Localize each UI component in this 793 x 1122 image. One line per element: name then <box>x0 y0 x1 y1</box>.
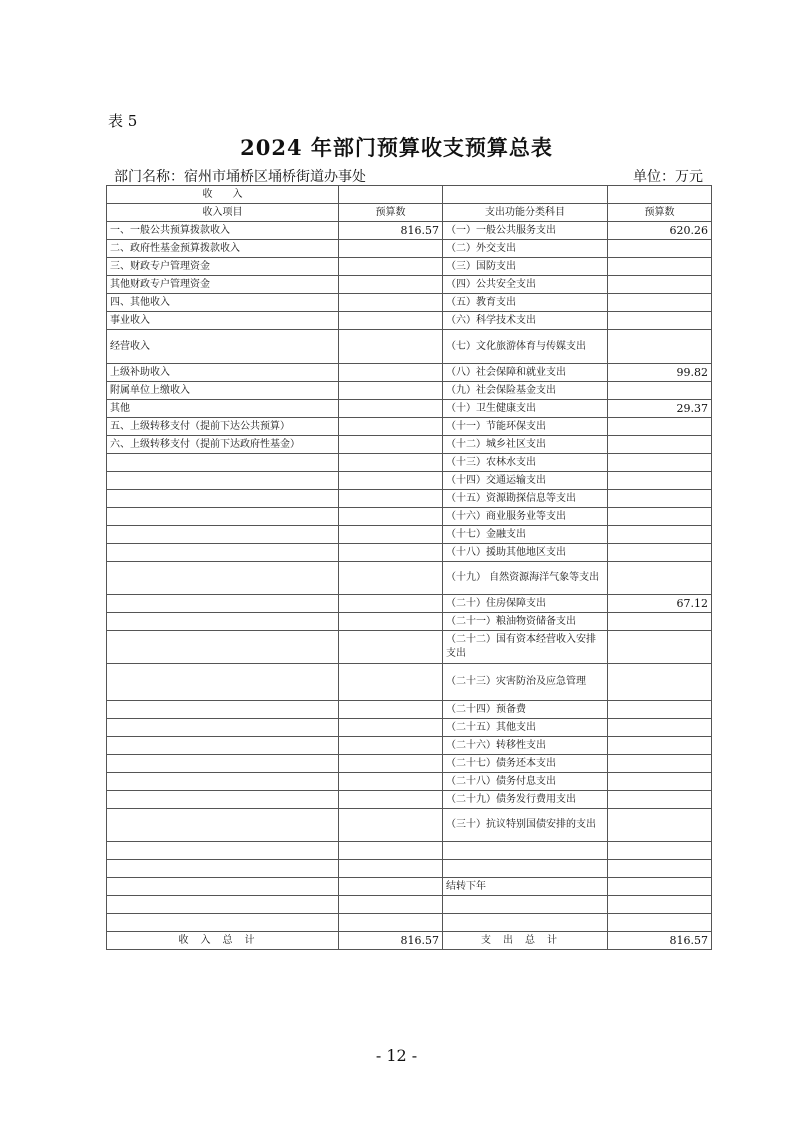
expense-amount-cell <box>608 436 712 454</box>
table-row <box>107 860 712 878</box>
expense-item-cell: （七）文化旅游体育与传媒支出 <box>443 330 608 364</box>
income-amount-cell <box>339 382 443 400</box>
expense-amount-cell <box>608 773 712 791</box>
header-blank <box>608 186 712 204</box>
expense-item-cell: （二十五）其他支出 <box>443 719 608 737</box>
header-row-group <box>107 186 712 204</box>
income-item-cell <box>107 526 339 544</box>
table-row <box>107 364 712 382</box>
table-row <box>107 737 712 755</box>
income-amount-cell <box>339 791 443 809</box>
expense-item-cell: 结转下年 <box>443 878 608 896</box>
income-amount-cell <box>339 454 443 472</box>
income-item-cell: 上级补助收入 <box>107 364 339 382</box>
expense-amount-cell <box>608 472 712 490</box>
expense-amount-cell <box>608 294 712 312</box>
expense-amount-cell <box>608 276 712 294</box>
income-amount-cell <box>339 809 443 842</box>
expense-item-cell: （九）社会保险基金支出 <box>443 382 608 400</box>
expense-amount-cell <box>608 240 712 258</box>
income-amount-cell <box>339 294 443 312</box>
table-row <box>107 258 712 276</box>
expense-item-cell: （六）科学技术支出 <box>443 312 608 330</box>
income-item-cell <box>107 737 339 755</box>
income-amount-cell <box>339 312 443 330</box>
income-item-header: 收入项目 <box>107 204 339 222</box>
income-item-cell <box>107 472 339 490</box>
expense-amount-cell <box>608 330 712 364</box>
income-group-header: 收 入 <box>107 186 339 204</box>
income-item-cell <box>107 562 339 595</box>
header-blank <box>339 186 443 204</box>
income-item-cell <box>107 842 339 860</box>
expense-amount-cell <box>608 755 712 773</box>
table-row <box>107 276 712 294</box>
table-row <box>107 418 712 436</box>
total-row <box>107 932 712 950</box>
expense-amount-cell <box>608 562 712 595</box>
expense-item-cell <box>443 860 608 878</box>
unit-label: 单位：万元 <box>633 169 703 185</box>
table-row <box>107 809 712 842</box>
income-amount-cell <box>339 664 443 701</box>
income-amount-header: 预算数 <box>339 204 443 222</box>
income-item-cell <box>107 544 339 562</box>
table-row <box>107 382 712 400</box>
income-amount-cell <box>339 701 443 719</box>
expense-item-cell: （二十二）国有资本经营收入安排支出 <box>443 631 608 664</box>
expense-item-cell: （五）教育支出 <box>443 294 608 312</box>
expense-item-cell: （八）社会保障和就业支出 <box>443 364 608 382</box>
expense-item-cell: （十三）农林水支出 <box>443 454 608 472</box>
table-row <box>107 240 712 258</box>
expense-amount-cell <box>608 791 712 809</box>
expense-item-cell: （二十六）转移性支出 <box>443 737 608 755</box>
expense-item-cell: （三）国防支出 <box>443 258 608 276</box>
income-item-cell: 其他财政专户管理资金 <box>107 276 339 294</box>
income-total-value: 816.57 <box>339 932 443 950</box>
expense-item-cell <box>443 842 608 860</box>
income-item-cell <box>107 719 339 737</box>
expense-amount-cell <box>608 896 712 914</box>
table-row <box>107 719 712 737</box>
income-amount-cell <box>339 400 443 418</box>
expense-amount-cell <box>608 418 712 436</box>
expense-item-cell: （十七）金融支出 <box>443 526 608 544</box>
expense-item-cell: （二十七）债务还本支出 <box>443 755 608 773</box>
income-amount-cell <box>339 258 443 276</box>
expense-item-cell <box>443 914 608 932</box>
income-amount-cell <box>339 595 443 613</box>
expense-amount-cell <box>608 631 712 664</box>
table-row <box>107 878 712 896</box>
expense-item-cell: （二十）住房保障支出 <box>443 595 608 613</box>
header-blank <box>443 186 608 204</box>
page-number: - 12 - <box>375 1046 418 1065</box>
expense-item-cell: （十九） 自然资源海洋气象等支出 <box>443 562 608 595</box>
income-amount-cell <box>339 240 443 258</box>
table-row <box>107 562 712 595</box>
expense-item-cell: （二十八）债务付息支出 <box>443 773 608 791</box>
table-row <box>107 791 712 809</box>
expense-amount-cell <box>608 312 712 330</box>
expense-item-cell: （十）卫生健康支出 <box>443 400 608 418</box>
expense-amount-cell <box>608 382 712 400</box>
expense-item-cell: （十六）商业服务业等支出 <box>443 508 608 526</box>
income-amount-cell <box>339 490 443 508</box>
page-title: 2024 年部门预算收支预算总表 <box>240 135 553 160</box>
expense-item-cell: （十一）节能环保支出 <box>443 418 608 436</box>
table-row <box>107 595 712 613</box>
expense-amount-cell <box>608 508 712 526</box>
expense-item-cell: （一）一般公共服务支出 <box>443 222 608 240</box>
table-row <box>107 508 712 526</box>
expense-item-cell: （四）公共安全支出 <box>443 276 608 294</box>
income-item-cell <box>107 701 339 719</box>
income-item-cell <box>107 896 339 914</box>
income-amount-cell <box>339 436 443 454</box>
expense-amount-cell <box>608 737 712 755</box>
income-item-cell: 其他 <box>107 400 339 418</box>
table-row <box>107 544 712 562</box>
income-amount-cell <box>339 878 443 896</box>
income-amount-cell <box>339 914 443 932</box>
expense-amount-cell <box>608 719 712 737</box>
income-amount-cell <box>339 773 443 791</box>
income-item-cell: 一、一般公共预算拨款收入 <box>107 222 339 240</box>
income-item-cell <box>107 613 339 631</box>
income-total-label: 收入总计 <box>107 932 339 950</box>
income-item-cell <box>107 809 339 842</box>
income-amount-cell <box>339 418 443 436</box>
expense-amount-cell <box>608 454 712 472</box>
expense-item-header: 支出功能分类科目 <box>443 204 608 222</box>
table-row <box>107 294 712 312</box>
income-item-cell: 附属单位上缴收入 <box>107 382 339 400</box>
table-row <box>107 842 712 860</box>
income-amount-cell <box>339 860 443 878</box>
expense-item-cell: （十二）城乡社区支出 <box>443 436 608 454</box>
expense-amount-cell <box>608 809 712 842</box>
income-item-cell <box>107 508 339 526</box>
income-amount-cell <box>339 613 443 631</box>
expense-amount-cell <box>608 701 712 719</box>
income-amount-cell <box>339 544 443 562</box>
income-item-cell <box>107 595 339 613</box>
expense-item-cell: （二十九）债务发行费用支出 <box>443 791 608 809</box>
income-amount-cell <box>339 842 443 860</box>
table-row <box>107 490 712 508</box>
expense-amount-cell <box>608 860 712 878</box>
table-row <box>107 773 712 791</box>
income-amount-cell <box>339 562 443 595</box>
table-row <box>107 400 712 418</box>
table-row <box>107 472 712 490</box>
table-row <box>107 436 712 454</box>
expense-total-value: 816.57 <box>608 932 712 950</box>
income-item-cell: 经营收入 <box>107 330 339 364</box>
table-label: 表 5 <box>108 112 138 130</box>
income-item-cell <box>107 490 339 508</box>
header-row <box>107 204 712 222</box>
income-item-cell <box>107 878 339 896</box>
table-row <box>107 631 712 664</box>
income-amount-cell <box>339 330 443 364</box>
table-row <box>107 613 712 631</box>
table-row <box>107 755 712 773</box>
income-item-cell: 六、上级转移支付（提前下达政府性基金） <box>107 436 339 454</box>
expense-item-cell: （二十三）灾害防治及应急管理 <box>443 664 608 701</box>
income-amount-cell <box>339 719 443 737</box>
expense-amount-cell <box>608 258 712 276</box>
expense-item-cell: （十八）援助其他地区支出 <box>443 544 608 562</box>
expense-amount-cell <box>608 842 712 860</box>
income-amount-cell <box>339 276 443 294</box>
income-amount-cell: 816.57 <box>339 222 443 240</box>
income-item-cell <box>107 791 339 809</box>
table-row <box>107 330 712 364</box>
expense-amount-cell <box>608 878 712 896</box>
expense-amount-cell <box>608 490 712 508</box>
income-amount-cell <box>339 526 443 544</box>
table-row <box>107 896 712 914</box>
income-amount-cell <box>339 631 443 664</box>
expense-amount-cell: 620.26 <box>608 222 712 240</box>
table-row <box>107 664 712 701</box>
income-amount-cell <box>339 364 443 382</box>
table-row <box>107 701 712 719</box>
expense-amount-cell <box>608 664 712 701</box>
department-name: 部门名称：宿州市埇桥区埇桥街道办事处 <box>114 169 366 185</box>
income-amount-cell <box>339 472 443 490</box>
income-item-cell: 事业收入 <box>107 312 339 330</box>
table-row <box>107 312 712 330</box>
table-row <box>107 222 712 240</box>
income-item-cell <box>107 454 339 472</box>
expense-item-cell: （三十）抗议特别国债安排的支出 <box>443 809 608 842</box>
income-amount-cell <box>339 755 443 773</box>
expense-item-cell: （二十四）预备费 <box>443 701 608 719</box>
income-item-cell <box>107 664 339 701</box>
income-amount-cell <box>339 508 443 526</box>
income-item-cell <box>107 914 339 932</box>
expense-amount-cell: 67.12 <box>608 595 712 613</box>
expense-item-cell: （二十一）粮油物资储备支出 <box>443 613 608 631</box>
income-amount-cell <box>339 737 443 755</box>
budget-table <box>106 185 712 950</box>
table-row <box>107 914 712 932</box>
income-item-cell: 五、上级转移支付（提前下达公共预算） <box>107 418 339 436</box>
table-row <box>107 454 712 472</box>
expense-item-cell: （二）外交支出 <box>443 240 608 258</box>
income-item-cell <box>107 860 339 878</box>
expense-amount-cell <box>608 914 712 932</box>
income-item-cell: 三、财政专户管理资金 <box>107 258 339 276</box>
expense-amount-cell <box>608 544 712 562</box>
income-item-cell: 四、其他收入 <box>107 294 339 312</box>
expense-amount-cell: 29.37 <box>608 400 712 418</box>
income-amount-cell <box>339 896 443 914</box>
table-row <box>107 526 712 544</box>
expense-amount-cell <box>608 613 712 631</box>
expense-item-cell: （十五）资源勘探信息等支出 <box>443 490 608 508</box>
income-item-cell <box>107 755 339 773</box>
expense-amount-header: 预算数 <box>608 204 712 222</box>
expense-total-label: 支出总计 <box>443 932 608 950</box>
expense-item-cell <box>443 896 608 914</box>
expense-amount-cell: 99.82 <box>608 364 712 382</box>
income-item-cell: 二、政府性基金预算拨款收入 <box>107 240 339 258</box>
expense-amount-cell <box>608 526 712 544</box>
expense-item-cell: （十四）交通运输支出 <box>443 472 608 490</box>
income-item-cell <box>107 631 339 664</box>
income-item-cell <box>107 773 339 791</box>
